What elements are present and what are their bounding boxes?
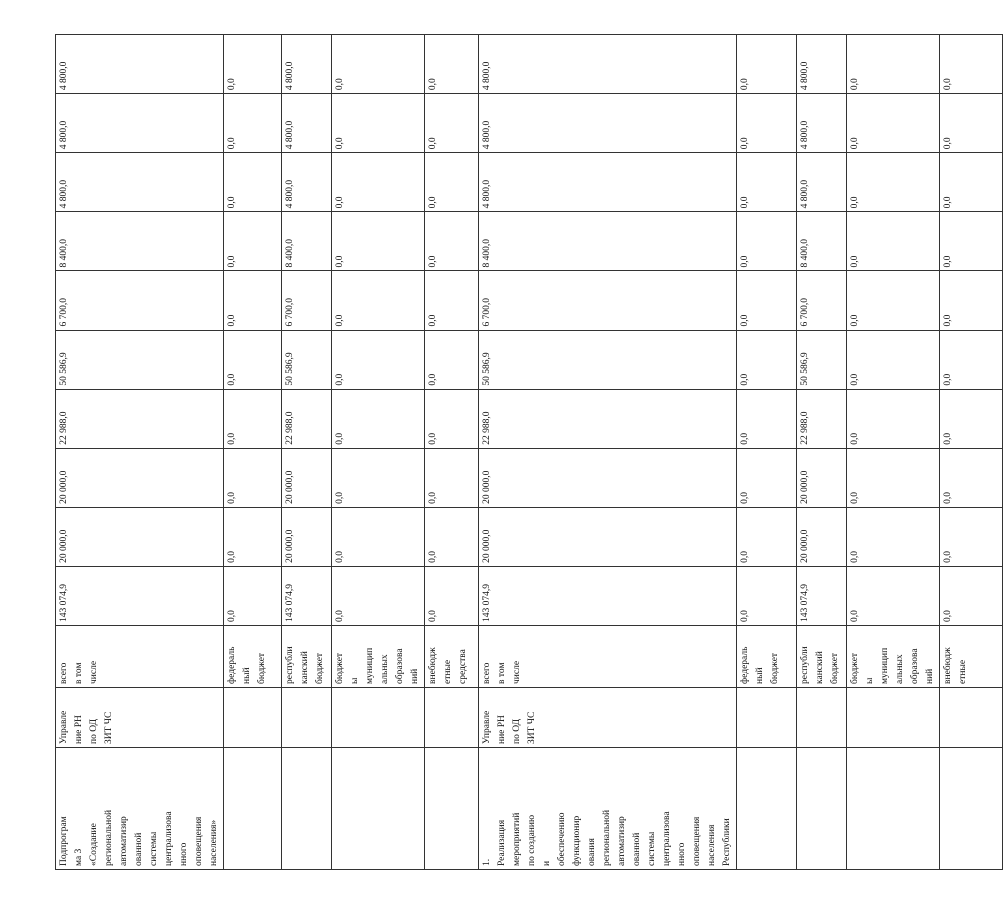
program-name-cell: 1. Реализация мероприятий по созданию и обеспечению функционир ования региональной автоматизир ованной системы централизова нного оповещения населения Республики bbox=[479, 748, 737, 870]
amount-cell: 0,0 bbox=[940, 212, 1003, 271]
amount-cell: 20 000,0 bbox=[479, 507, 737, 566]
amount-cell: 0,0 bbox=[332, 153, 425, 212]
table-row bbox=[282, 35, 332, 870]
amount-cell: 0,0 bbox=[737, 94, 797, 153]
amount-cell: 20 000,0 bbox=[282, 448, 332, 507]
amount-cell: 0,0 bbox=[737, 212, 797, 271]
amount-cell: 0,0 bbox=[847, 330, 940, 389]
amount-cell: 0,0 bbox=[737, 271, 797, 330]
amount-cell: 8 400,0 bbox=[282, 212, 332, 271]
amount-cell: 20 000,0 bbox=[56, 448, 224, 507]
amount-cell: 6 700,0 bbox=[797, 271, 847, 330]
funding-source-cell: республи канский бюджет bbox=[282, 626, 332, 688]
amount-cell: 0,0 bbox=[332, 507, 425, 566]
amount-cell: 22 988,0 bbox=[797, 389, 847, 448]
amount-cell: 0,0 bbox=[737, 330, 797, 389]
program-name-cell bbox=[224, 748, 282, 870]
amount-cell: 0,0 bbox=[425, 507, 479, 566]
amount-cell: 4 800,0 bbox=[479, 94, 737, 153]
funding-source-cell: бюджет ы муницип альных образова ний bbox=[332, 626, 425, 688]
table-row bbox=[332, 35, 425, 870]
amount-cell: 0,0 bbox=[332, 94, 425, 153]
amount-cell: 8 400,0 bbox=[479, 212, 737, 271]
amount-cell: 0,0 bbox=[940, 330, 1003, 389]
amount-cell: 4 800,0 bbox=[479, 153, 737, 212]
amount-cell: 20 000,0 bbox=[797, 448, 847, 507]
amount-cell: 0,0 bbox=[425, 153, 479, 212]
amount-cell: 0,0 bbox=[940, 448, 1003, 507]
amount-cell: 0,0 bbox=[940, 35, 1003, 94]
executor-cell bbox=[332, 688, 425, 748]
program-name-cell bbox=[847, 748, 940, 870]
executor-cell bbox=[282, 688, 332, 748]
amount-cell: 0,0 bbox=[425, 389, 479, 448]
amount-cell: 8 400,0 bbox=[56, 212, 224, 271]
amount-cell: 4 800,0 bbox=[797, 153, 847, 212]
amount-cell: 0,0 bbox=[224, 153, 282, 212]
amount-cell: 0,0 bbox=[425, 330, 479, 389]
executor-cell: Управле ние РН по ОД ЗИТ ЧС bbox=[56, 688, 224, 748]
amount-cell: 0,0 bbox=[847, 153, 940, 212]
amount-cell: 0,0 bbox=[847, 94, 940, 153]
program-name-cell bbox=[332, 748, 425, 870]
amount-cell: 0,0 bbox=[940, 507, 1003, 566]
amount-cell: 6 700,0 bbox=[56, 271, 224, 330]
funding-source-cell: республи канский бюджет bbox=[797, 626, 847, 688]
amount-cell: 20 000,0 bbox=[56, 507, 224, 566]
amount-cell: 143 074,9 bbox=[479, 566, 737, 625]
amount-cell: 0,0 bbox=[737, 389, 797, 448]
program-name-cell bbox=[940, 748, 1003, 870]
amount-cell: 0,0 bbox=[332, 35, 425, 94]
amount-cell: 0,0 bbox=[425, 35, 479, 94]
amount-cell: 0,0 bbox=[847, 507, 940, 566]
amount-cell: 4 800,0 bbox=[479, 35, 737, 94]
amount-cell: 0,0 bbox=[940, 566, 1003, 625]
rotated-page bbox=[55, 35, 968, 870]
amount-cell: 22 988,0 bbox=[282, 389, 332, 448]
amount-cell: 0,0 bbox=[940, 389, 1003, 448]
amount-cell: 4 800,0 bbox=[56, 153, 224, 212]
amount-cell: 50 586,9 bbox=[479, 330, 737, 389]
executor-cell bbox=[847, 688, 940, 748]
amount-cell: 20 000,0 bbox=[797, 507, 847, 566]
amount-cell: 4 800,0 bbox=[56, 94, 224, 153]
amount-cell: 0,0 bbox=[940, 153, 1003, 212]
amount-cell: 0,0 bbox=[224, 212, 282, 271]
amount-cell: 0,0 bbox=[425, 566, 479, 625]
amount-cell: 0,0 bbox=[425, 271, 479, 330]
table-row bbox=[425, 35, 479, 870]
amount-cell: 20 000,0 bbox=[282, 507, 332, 566]
amount-cell: 0,0 bbox=[224, 271, 282, 330]
budget-table bbox=[55, 34, 1003, 870]
amount-cell: 0,0 bbox=[847, 566, 940, 625]
table-row bbox=[479, 35, 737, 870]
amount-cell: 0,0 bbox=[737, 507, 797, 566]
amount-cell: 143 074,9 bbox=[797, 566, 847, 625]
executor-cell bbox=[737, 688, 797, 748]
amount-cell: 50 586,9 bbox=[282, 330, 332, 389]
amount-cell: 0,0 bbox=[332, 389, 425, 448]
amount-cell: 0,0 bbox=[332, 330, 425, 389]
funding-source-cell: федераль ный бюджет bbox=[224, 626, 282, 688]
amount-cell: 0,0 bbox=[332, 566, 425, 625]
amount-cell: 0,0 bbox=[940, 94, 1003, 153]
amount-cell: 0,0 bbox=[940, 271, 1003, 330]
amount-cell: 0,0 bbox=[425, 212, 479, 271]
amount-cell: 6 700,0 bbox=[282, 271, 332, 330]
amount-cell: 0,0 bbox=[224, 330, 282, 389]
amount-cell: 0,0 bbox=[737, 448, 797, 507]
amount-cell: 50 586,9 bbox=[797, 330, 847, 389]
funding-source-cell: всего в том числе bbox=[56, 626, 224, 688]
amount-cell: 0,0 bbox=[847, 212, 940, 271]
amount-cell: 0,0 bbox=[332, 271, 425, 330]
amount-cell: 0,0 bbox=[425, 94, 479, 153]
program-name-cell bbox=[425, 748, 479, 870]
table-row bbox=[797, 35, 847, 870]
amount-cell: 20 000,0 bbox=[479, 448, 737, 507]
amount-cell: 0,0 bbox=[224, 94, 282, 153]
funding-source-cell: внебюдж етные bbox=[940, 626, 1003, 688]
amount-cell: 4 800,0 bbox=[282, 94, 332, 153]
program-name-cell bbox=[797, 748, 847, 870]
amount-cell: 22 988,0 bbox=[56, 389, 224, 448]
amount-cell: 0,0 bbox=[737, 566, 797, 625]
executor-cell bbox=[940, 688, 1003, 748]
executor-cell bbox=[425, 688, 479, 748]
amount-cell: 0,0 bbox=[224, 389, 282, 448]
amount-cell: 8 400,0 bbox=[797, 212, 847, 271]
amount-cell: 50 586,9 bbox=[56, 330, 224, 389]
amount-cell: 0,0 bbox=[847, 448, 940, 507]
amount-cell: 6 700,0 bbox=[479, 271, 737, 330]
table-row bbox=[737, 35, 797, 870]
funding-source-cell: внебюдж етные средства bbox=[425, 626, 479, 688]
table-row bbox=[56, 35, 224, 870]
table-row bbox=[940, 35, 1003, 870]
funding-source-cell: всего в том числе bbox=[479, 626, 737, 688]
amount-cell: 0,0 bbox=[224, 35, 282, 94]
amount-cell: 22 988,0 bbox=[479, 389, 737, 448]
executor-cell bbox=[797, 688, 847, 748]
amount-cell: 0,0 bbox=[332, 212, 425, 271]
amount-cell: 4 800,0 bbox=[797, 94, 847, 153]
amount-cell: 0,0 bbox=[737, 35, 797, 94]
amount-cell: 4 800,0 bbox=[797, 35, 847, 94]
executor-cell: Управле ние РН по ОД ЗИТ ЧС bbox=[479, 688, 737, 748]
amount-cell: 0,0 bbox=[847, 389, 940, 448]
program-name-cell bbox=[737, 748, 797, 870]
table-body bbox=[56, 35, 1003, 870]
amount-cell: 4 800,0 bbox=[282, 153, 332, 212]
amount-cell: 0,0 bbox=[847, 35, 940, 94]
program-name-cell bbox=[282, 748, 332, 870]
program-name-cell: Подпрограм ма 3 «Создание региональной автоматизир ованной системы централизова нного оповещения населения» bbox=[56, 748, 224, 870]
amount-cell: 0,0 bbox=[737, 153, 797, 212]
amount-cell: 4 800,0 bbox=[282, 35, 332, 94]
amount-cell: 143 074,9 bbox=[56, 566, 224, 625]
amount-cell: 0,0 bbox=[425, 448, 479, 507]
amount-cell: 0,0 bbox=[847, 271, 940, 330]
amount-cell: 0,0 bbox=[224, 507, 282, 566]
amount-cell: 143 074,9 bbox=[282, 566, 332, 625]
table-row bbox=[224, 35, 282, 870]
amount-cell: 0,0 bbox=[224, 566, 282, 625]
executor-cell bbox=[224, 688, 282, 748]
amount-cell: 0,0 bbox=[332, 448, 425, 507]
amount-cell: 0,0 bbox=[224, 448, 282, 507]
funding-source-cell: федераль ный бюджет bbox=[737, 626, 797, 688]
funding-source-cell: бюджет ы муницип альных образова ний bbox=[847, 626, 940, 688]
table-row bbox=[847, 35, 940, 870]
amount-cell: 4 800,0 bbox=[56, 35, 224, 94]
